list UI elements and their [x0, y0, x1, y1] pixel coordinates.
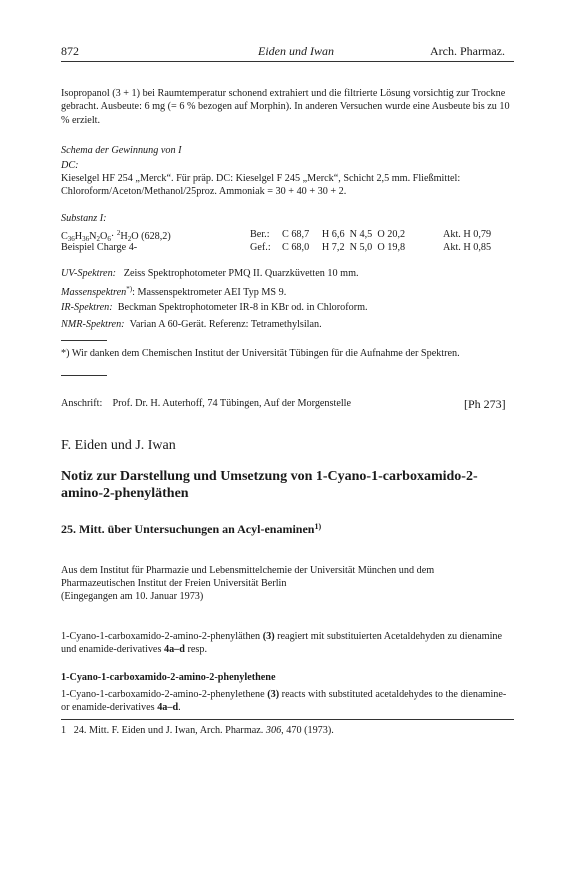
abstract-german: 1-Cyano-1-carboxamido-2-amino-2-phenyläthen (3) reagiert mit substituierten Acetaldehyden zu dienamine und enamide-derivatives 4a–d resp.: [61, 631, 503, 656]
ir-spectra: IR-Spektren: Beckman Spektrophotometer IR-8 in KBr od. in Chloroform.: [61, 302, 368, 313]
footnote-rule: [61, 340, 107, 341]
ber-akt: Akt. H 0,79: [443, 229, 492, 240]
schema-heading: Schema der Gewinnung von I: [61, 145, 182, 156]
substance-charge: Beispiel Charge 4-: [61, 242, 138, 253]
gef-akt: Akt. H 0,85: [443, 242, 492, 253]
article-title: Notiz zur Darstellung und Umsetzung von 1-Cyano-1-carboxamido-2-amino-2-phenyläthen: [61, 469, 478, 501]
gef-label: Gef.:: [250, 242, 271, 253]
journal-name: Arch. Pharmaz.: [430, 44, 505, 58]
footnote-1-rule: [61, 719, 514, 720]
running-authors: Eiden und Iwan: [258, 44, 334, 58]
dc-label: DC:: [61, 160, 79, 171]
substance-formula: $C_{36}H_{36}N_2O_6\cdot ^2H_2O$ (628,2): [61, 229, 171, 243]
address-rule: [61, 375, 107, 376]
footnote-1: 1 24. Mitt. F. Eiden und J. Iwan, Arch. Pharmaz. 306, 470 (1973).: [61, 725, 334, 736]
affiliation-line-2: Pharmazeutischen Institut der Freien Universität Berlin: [61, 578, 287, 589]
substance-heading: Substanz I:: [61, 213, 107, 224]
affiliation-line-1: Aus dem Institut für Pharmazie und Lebensmittelchemie der Universität München und dem: [61, 565, 435, 576]
address: Anschrift: Prof. Dr. H. Auterhoff, 74 Tübingen, Auf der Morgenstelle: [61, 398, 352, 409]
intro-paragraph: Isopropanol (3 + 1) bei Raumtemperatur schonend extrahiert und die filtrierte Lösung vorsichtig zur Trockne gebracht. Ausbeute: 6 mg (= 6 % bezogen auf Morphin). In anderen Versuchen wurde eine Ausbeute bis zu 10 % erzielt.: [61, 88, 510, 126]
article-authors: F. Eiden und J. Iwan: [61, 438, 176, 453]
received-date: (Eingegangen am 10. Januar 1973): [61, 591, 204, 602]
uv-spectra: UV-Spektren: Zeiss Spektrophotometer PMQ II. Quarzküvetten 10 mm.: [61, 268, 359, 279]
gef-values: C 68,0 H 7,2 N 5,0 O 19,8: [282, 242, 406, 253]
ber-label: Ber.:: [250, 229, 270, 240]
mass-spectra: Massenspektren*): Massenspektrometer AEI Typ MS 9.: [61, 285, 287, 298]
abstract-english: 1-Cyano-1-carboxamido-2-amino-2-phenylethene (3) reacts with substituted acetaldehydes to the dienamine- or enamide-derivatives 4a–d.: [61, 689, 507, 714]
dc-text: Kieselgel HF 254 „Merck“. Für präp. DC: Kieselgel F 245 „Merck“, Schicht 2,5 mm. Fließmittel: Chloroform/Aceton/Methanol/25proz. Ammoniak = 30 + 40 + 30 + 2.: [61, 173, 461, 198]
address-ref: [Ph 273]: [464, 397, 506, 411]
nmr-spectra: NMR-Spektren: Varian A 60-Gerät. Referenz: Tetramethylsilan.: [61, 319, 322, 330]
header-rule: [61, 61, 514, 62]
article-subtitle: 25. Mitt. über Untersuchungen an Acyl-enaminen$^{1)}$: [61, 522, 322, 536]
ber-values: C 68,7 H 6,6 N 4,5 O 20,2: [282, 229, 406, 240]
footnote-star: *) Wir danken dem Chemischen Institut der Universität Tübingen für die Aufnahme der Spektren.: [61, 348, 460, 359]
english-heading: 1-Cyano-1-carboxamido-2-amino-2-phenylethene: [61, 672, 276, 683]
page-number: 872: [61, 44, 79, 58]
